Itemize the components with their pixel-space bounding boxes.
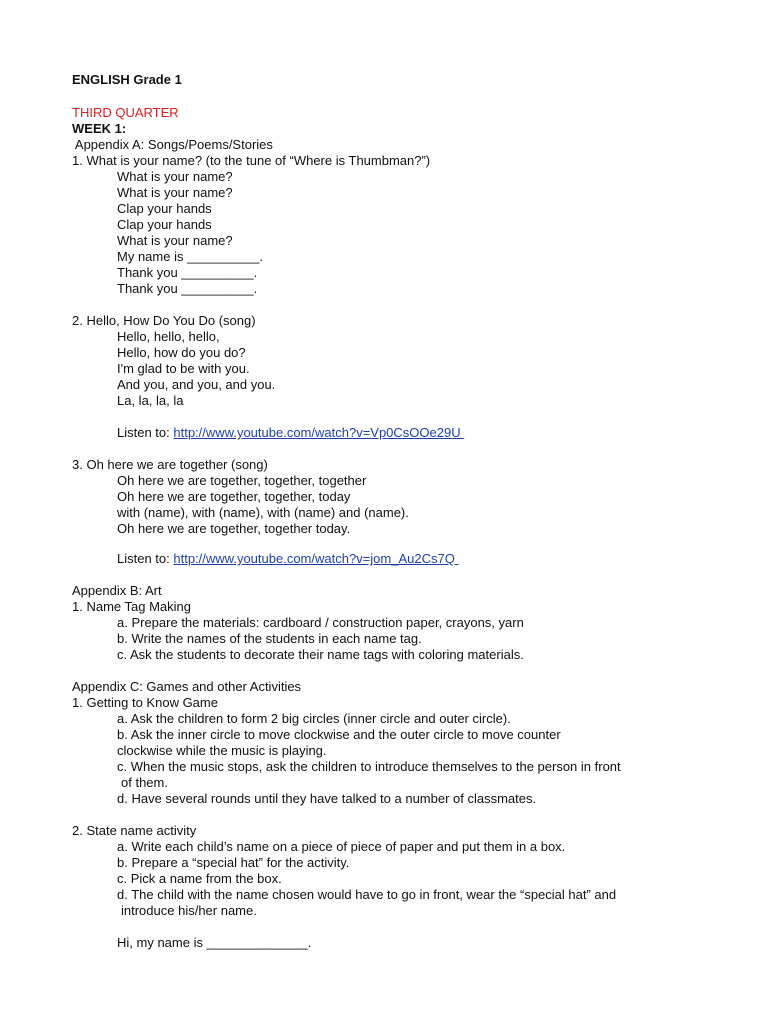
game1-step: d. Have several rounds until they have talked to a number of classmates. — [117, 791, 537, 806]
game2-title: 2. State name activity — [72, 823, 197, 838]
art-step: b. Write the names of the students in each name tag. — [117, 631, 422, 646]
game1-step: clockwise while the music is playing. — [117, 743, 327, 758]
game1-step: of them. — [121, 775, 168, 790]
song2-title: 2. Hello, How Do You Do (song) — [72, 313, 256, 328]
appendix-c-heading: Appendix C: Games and other Activities — [72, 679, 302, 694]
song3-title: 3. Oh here we are together (song) — [72, 457, 268, 472]
song3-line: Oh here we are together, together, together — [117, 473, 367, 488]
song3-line: Oh here we are together, together, today — [117, 489, 351, 504]
art-item-title: 1. Name Tag Making — [72, 599, 191, 614]
song1-title: 1. What is your name? (to the tune of “Where is Thumbman?”) — [72, 153, 431, 168]
song2-line: Hello, hello, hello, — [117, 329, 220, 344]
song2-youtube-link[interactable]: http://www.youtube.com/watch?v=Vp0CsOOe29U — [173, 425, 465, 440]
game1-step: b. Ask the inner circle to move clockwise and the outer circle to move counter — [117, 727, 561, 742]
game2-step: a. Write each child’s name on a piece of piece of paper and put them in a box. — [117, 839, 566, 854]
song3-line: Oh here we are together, together today. — [117, 521, 351, 536]
song2-line: Hello, how do you do? — [117, 345, 246, 360]
art-step: c. Ask the students to decorate their name tags with coloring materials. — [117, 647, 524, 662]
game1-step: a. Ask the children to form 2 big circles (inner circle and outer circle). — [117, 711, 511, 726]
listen-label: Listen to: — [117, 551, 174, 566]
quarter-heading: THIRD QUARTER — [72, 105, 179, 120]
game2-step: d. The child with the name chosen would have to go in front, wear the “special hat” and — [117, 887, 617, 902]
song3-line: with (name), with (name), with (name) and (name). — [117, 505, 409, 520]
song1-line: Clap your hands — [117, 201, 212, 216]
game2-step: b. Prepare a “special hat” for the activity. — [117, 855, 350, 870]
song2-listen — [117, 425, 464, 441]
appendix-b-heading: Appendix B: Art — [72, 583, 162, 598]
closing-line: Hi, my name is ______________. — [117, 935, 312, 950]
song1-line: Clap your hands — [117, 217, 212, 232]
appendix-a-heading: Appendix A: Songs/Poems/Stories — [72, 137, 273, 152]
song1-line: What is your name? — [117, 233, 233, 248]
game1-step: c. When the music stops, ask the children to introduce themselves to the person in front — [117, 759, 621, 774]
document-title: ENGLISH Grade 1 — [72, 72, 182, 87]
song1-line: What is your name? — [117, 169, 233, 184]
game2-step: introduce his/her name. — [121, 903, 257, 918]
week-heading: WEEK 1: — [72, 121, 127, 136]
song3-listen — [117, 551, 458, 567]
song2-line: I'm glad to be with you. — [117, 361, 250, 376]
game1-title: 1. Getting to Know Game — [72, 695, 218, 710]
game2-step: c. Pick a name from the box. — [117, 871, 282, 886]
listen-label: Listen to: — [117, 425, 174, 440]
art-step: a. Prepare the materials: cardboard / construction paper, crayons, yarn — [117, 615, 524, 630]
song2-line: And you, and you, and you. — [117, 377, 276, 392]
song1-line: Thank you __________. — [117, 281, 258, 296]
song1-line: My name is __________. — [117, 249, 263, 264]
song1-line: What is your name? — [117, 185, 233, 200]
song2-line: La, la, la, la — [117, 393, 184, 408]
song3-youtube-link[interactable]: http://www.youtube.com/watch?v=jom_Au2Cs7Q — [173, 551, 459, 566]
song1-line: Thank you __________. — [117, 265, 258, 280]
